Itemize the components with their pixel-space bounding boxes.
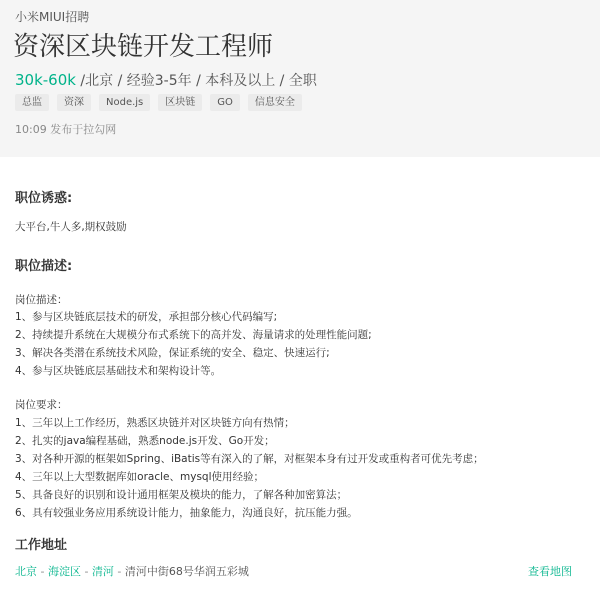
duty-item: 4、参与区块链底层基础技术和架构设计等。 <box>15 365 222 377</box>
tag-item[interactable]: GO <box>210 94 240 111</box>
requirement-item: 2、扎实的java编程基础，熟悉node.js开发、Go开发； <box>15 435 275 447</box>
duty-item: 1、参与区块链底层技术的研发，承担部分核心代码编写; <box>15 311 278 323</box>
tag-item[interactable]: 总监 <box>15 94 49 111</box>
tag-list <box>15 94 302 111</box>
address-area-link[interactable]: 清河 <box>91 565 114 578</box>
duties-heading: 岗位描述： <box>15 294 68 306</box>
address-city-link[interactable]: 北京 <box>15 565 37 578</box>
salary-range: 30k-60k <box>15 71 76 89</box>
address-street: 清河中街68号华润五彩城 <box>124 565 249 578</box>
address-separator: - <box>113 565 125 578</box>
perks-text: 大平台,牛人多,期权鼓励 <box>15 221 127 233</box>
requirement-item: 1、三年以上工作经历，熟悉区块链并对区块链方向有热情； <box>15 417 295 429</box>
tag-item[interactable]: 区块链 <box>158 94 202 111</box>
tag-item[interactable]: 资深 <box>57 94 91 111</box>
requirement-item: 4、三年以上大型数据库如oracle、mysql使用经验； <box>15 471 264 483</box>
company-name[interactable]: 小米MIUI招聘 <box>15 10 90 24</box>
requirement-item: 5、具备良好的识别和设计通用框架及模块的能力，了解各种加密算法； <box>15 489 348 501</box>
publish-info: 10:09 发布于拉勾网 <box>15 123 117 136</box>
work-address <box>15 565 249 579</box>
tag-item[interactable]: 信息安全 <box>248 94 302 111</box>
job-requirements-summary: /北京 / 经验3-5年 / 本科及以上 / 全职 <box>75 73 317 89</box>
address-district-link[interactable]: 海淀区 <box>47 565 81 578</box>
duty-item: 2、持续提升系统在大规模分布式系统下的高并发、海量请求的处理性能问题; <box>15 329 372 341</box>
address-separator: - <box>80 565 92 578</box>
job-header <box>0 0 600 157</box>
requirement-item: 6、具有较强业务应用系统设计能力，抽象能力，沟通良好，抗压能力强。 <box>15 507 358 519</box>
address-separator: - <box>37 565 48 578</box>
job-title: 资深区块链开发工程师 <box>13 32 274 62</box>
requirement-item: 3、对各种开源的框架如Spring、iBatis等有深入的了解，对框架本身有过开发或重构者可优先考虑； <box>15 453 484 465</box>
job-meta <box>15 71 317 90</box>
view-map-link[interactable]: 查看地图 <box>528 565 572 578</box>
tag-item[interactable]: Node.js <box>99 94 150 111</box>
requirements-heading: 岗位要求： <box>15 399 68 411</box>
perks-heading: 职位诱惑: <box>15 191 73 206</box>
description-heading: 职位描述: <box>15 259 73 274</box>
duty-item: 3、解决各类潜在系统技术风险，保证系统的安全、稳定、快速运行; <box>15 347 330 359</box>
address-heading: 工作地址 <box>15 538 68 553</box>
